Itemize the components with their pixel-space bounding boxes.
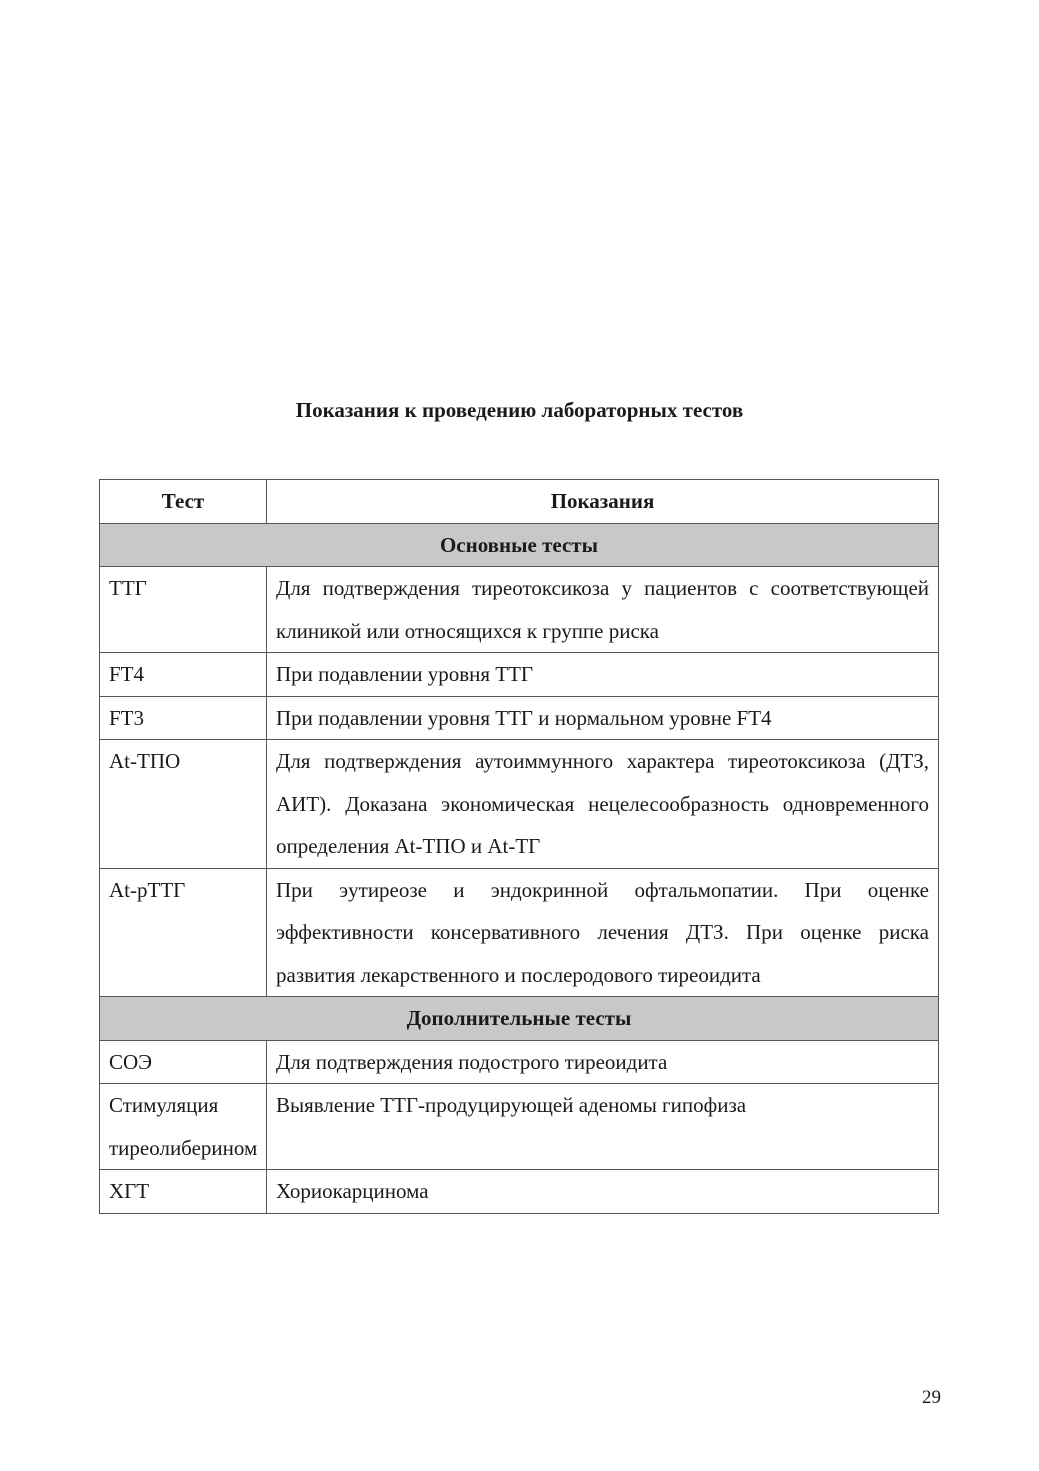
section-heading: Основные тесты — [100, 523, 939, 567]
test-name: FT3 — [100, 696, 267, 740]
test-indication: Для подтверждения аутоиммунного характера тиреотоксикоза (ДТЗ, АИТ). Доказана экономическая нецелесообразность одновременного определения At-ТПО и At-ТГ — [267, 740, 939, 869]
page-title: Показания к проведению лабораторных тестов — [295, 398, 744, 422]
test-name: ХГТ — [100, 1170, 267, 1214]
table-row — [100, 1170, 939, 1214]
table-row — [100, 696, 939, 740]
header-test: Тест — [100, 480, 267, 524]
test-name: Стимуляция тиреолиберином — [100, 1084, 267, 1170]
test-indication: Для подтверждения подострого тиреоидита — [267, 1040, 939, 1084]
test-indication: Для подтверждения тиреотоксикоза у пациентов с соответствующей клиникой или относящихся к группе риска — [267, 567, 939, 653]
test-name: СОЭ — [100, 1040, 267, 1084]
test-indication: При подавлении уровня ТТГ — [267, 653, 939, 697]
test-indication: Хориокарцинома — [267, 1170, 939, 1214]
indications-table — [99, 479, 939, 1214]
page-number: 29 — [922, 1387, 941, 1408]
test-name: At-рТТГ — [100, 868, 267, 997]
table-row — [100, 740, 939, 869]
test-name: ТТГ — [100, 567, 267, 653]
table-row — [100, 653, 939, 697]
table-row — [100, 1084, 939, 1170]
test-indication: При подавлении уровня ТТГ и нормальном уровне FT4 — [267, 696, 939, 740]
table-row — [100, 567, 939, 653]
section-row-additional — [100, 997, 939, 1041]
section-row-main — [100, 523, 939, 567]
table-row — [100, 1040, 939, 1084]
test-indication: При эутиреозе и эндокринной офтальмопатии. При оценке эффективности консервативного лечения ДТЗ. При оценке риска развития лекарственного и послеродового тиреоидита — [267, 868, 939, 997]
section-heading: Дополнительные тесты — [100, 997, 939, 1041]
test-name: At-ТПО — [100, 740, 267, 869]
test-indication: Выявление ТТГ-продуцирующей аденомы гипофиза — [267, 1084, 939, 1170]
header-indications: Показания — [267, 480, 939, 524]
test-name: FT4 — [100, 653, 267, 697]
table-header-row — [100, 480, 939, 524]
table-row — [100, 868, 939, 997]
